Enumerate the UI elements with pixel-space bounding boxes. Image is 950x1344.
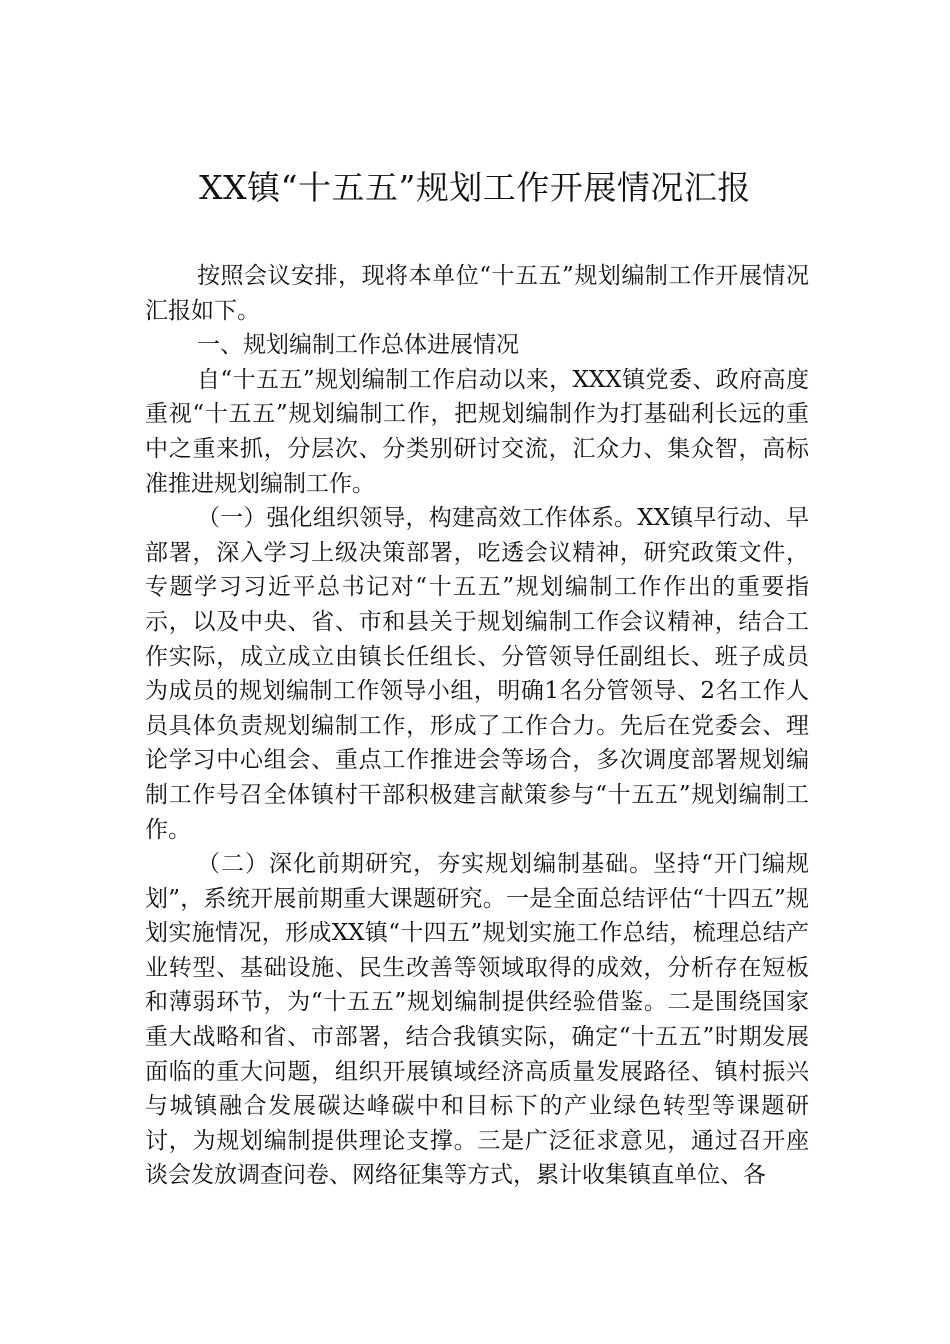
section-heading-1: 一、规划编制工作总体进展情况 [197, 332, 519, 359]
document-body [145, 259, 809, 1193]
document-title: XX镇“十五五”规划工作开展情况汇报 [199, 168, 751, 207]
paragraph-intro: 按照会议安排，现将本单位“十五五”规划编制工作开展情况汇报如下。 [145, 263, 809, 324]
paragraph-overview: 自“十五五”规划编制工作启动以来，XXX镇党委、政府高度重视“十五五”规划编制工作，把规划编制作为打基础利长远的重中之重来抓，分层次、分类别研讨交流，汇众力、集众智，高标准推进规划编制工作。 [145, 366, 809, 497]
paragraph-research: （二）深化前期研究，夯实规划编制基础。坚持“开门编规划”，系统开展前期重大课题研究。一是全面总结评估“十四五”规划实施情况，形成XX镇“十四五”规划实施工作总结，梳理总结产业转型、基础设施、民生改善等领域取得的成效，分析存在短板和薄弱环节，为“十五五”规划编制提供经验借鉴。二是围绕国家重大战略和省、市部署，结合我镇实际，确定“十五五”时期发展面临的重大问题，组织开展镇域经济高质量发展路径、镇村振兴与城镇融合发展碳达峰碳中和目标下的产业绿色转型等课题研讨，为规划编制提供理论支撑。三是广泛征求意见，通过召开座谈会发放调查问卷、网络征集等方式，累计收集镇直单位、各 [145, 851, 809, 1189]
paragraph-leadership: （一）强化组织领导，构建高效工作体系。XX镇早行动、早部署，深入学习上级决策部署，吃透会议精神，研究政策文件，专题学习习近平总书记对“十五五”规划编制工作作出的重要指示，以及中央、省、市和县关于规划编制工作会议精神，结合工作实际，成立成立由镇长任组长、分管领导任副组长、班子成员为成员的规划编制工作领导小组，明确1名分管领导、2名工作人员具体负责规划编制工作，形成了工作合力。先后在党委会、理论学习中心组会、重点工作推进会等场合，多次调度部署规划编制工作号召全体镇村干部积极建言献策参与“十五五”规划编制工作。 [145, 505, 809, 843]
